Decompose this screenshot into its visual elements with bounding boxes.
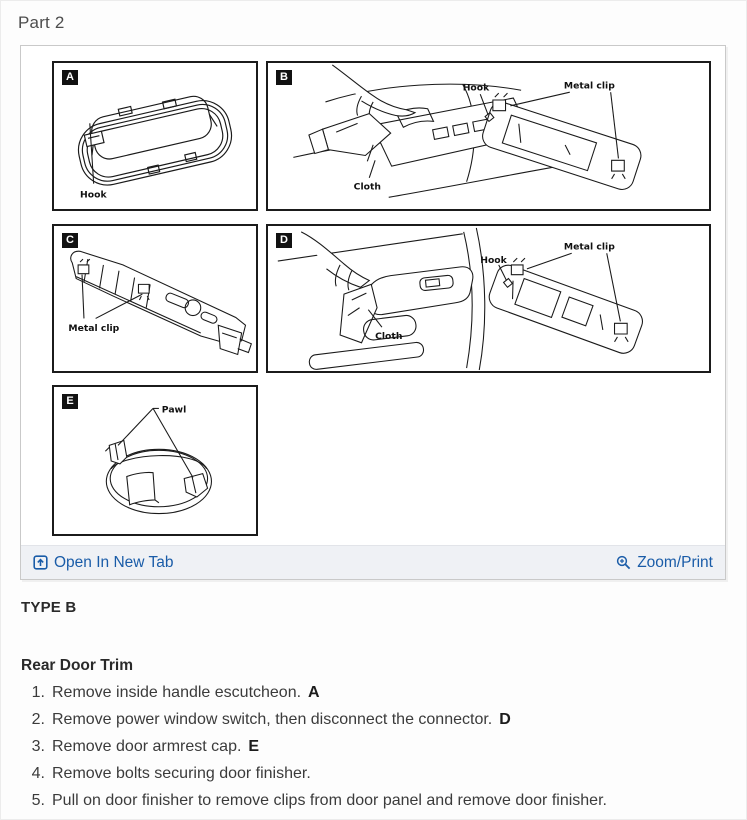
zoom-print-label: Zoom/Print (637, 553, 713, 571)
figure-panel-d (266, 224, 711, 373)
instruction-step-5 (21, 787, 731, 814)
step-text: Remove inside handle escutcheon. (52, 684, 302, 701)
armrest-cap-drawing (54, 387, 256, 534)
step-text: Pull on door finisher to remove clips from door panel and remove door finisher. (52, 792, 607, 809)
magnifier-plus-icon (616, 555, 631, 570)
label-metal-clip-b: Metal clip (563, 80, 615, 92)
figure-panel-a (52, 61, 258, 211)
instruction-step-2 (21, 706, 731, 733)
panel-letter-a: A (62, 70, 78, 85)
zoom-print-link[interactable] (616, 554, 713, 572)
step-text: Remove bolts securing door finisher. (52, 765, 311, 782)
section-heading: Rear Door Trim (21, 657, 133, 674)
label-hook-d: Hook (480, 254, 507, 266)
open-in-new-tab-link[interactable] (33, 554, 173, 572)
armrest-removal-drawing (268, 226, 709, 371)
step-number: 3. (31, 738, 45, 755)
step-number: 4. (31, 765, 45, 782)
label-cloth-b: Cloth (353, 181, 381, 193)
armrest-base-drawing (54, 226, 256, 371)
figure-panel-e (52, 385, 258, 536)
step-number: 5. (31, 792, 45, 809)
figure-viewer (20, 45, 726, 580)
open-in-new-tab-label: Open In New Tab (54, 553, 174, 571)
step-figure-ref: E (248, 738, 260, 755)
step-number: 1. (31, 684, 45, 701)
switch-removal-drawing (268, 63, 709, 209)
label-pawl-e: Pawl (161, 404, 187, 416)
instruction-step-1 (21, 679, 731, 706)
label-hook-a: Hook (80, 189, 107, 201)
panel-letter-e: E (62, 394, 78, 409)
figure-panel-b (266, 61, 711, 211)
type-heading: TYPE B (21, 599, 77, 616)
label-metal-clip-c: Metal clip (68, 323, 120, 335)
instruction-step-3 (21, 733, 731, 760)
step-figure-ref: A (308, 684, 320, 701)
instruction-list (21, 679, 731, 814)
label-cloth-d: Cloth (375, 330, 403, 342)
figure-panel-c (52, 224, 258, 373)
label-metal-clip-d: Metal clip (563, 241, 615, 253)
escutcheon-drawing (54, 63, 256, 209)
panel-letter-d: D (276, 233, 292, 248)
step-text: Remove power window switch, then disconnect the connector. (52, 711, 493, 728)
open-in-new-tab-icon (33, 555, 48, 570)
label-hook-b: Hook (462, 82, 490, 94)
step-number: 2. (31, 711, 45, 728)
panel-letter-b: B (276, 70, 292, 85)
step-text: Remove door armrest cap. (52, 738, 242, 755)
instruction-step-4 (21, 760, 731, 787)
page-title: Part 2 (18, 13, 65, 32)
step-figure-ref: D (499, 711, 511, 728)
viewer-footer-bar (21, 545, 725, 579)
panel-letter-c: C (62, 233, 78, 248)
